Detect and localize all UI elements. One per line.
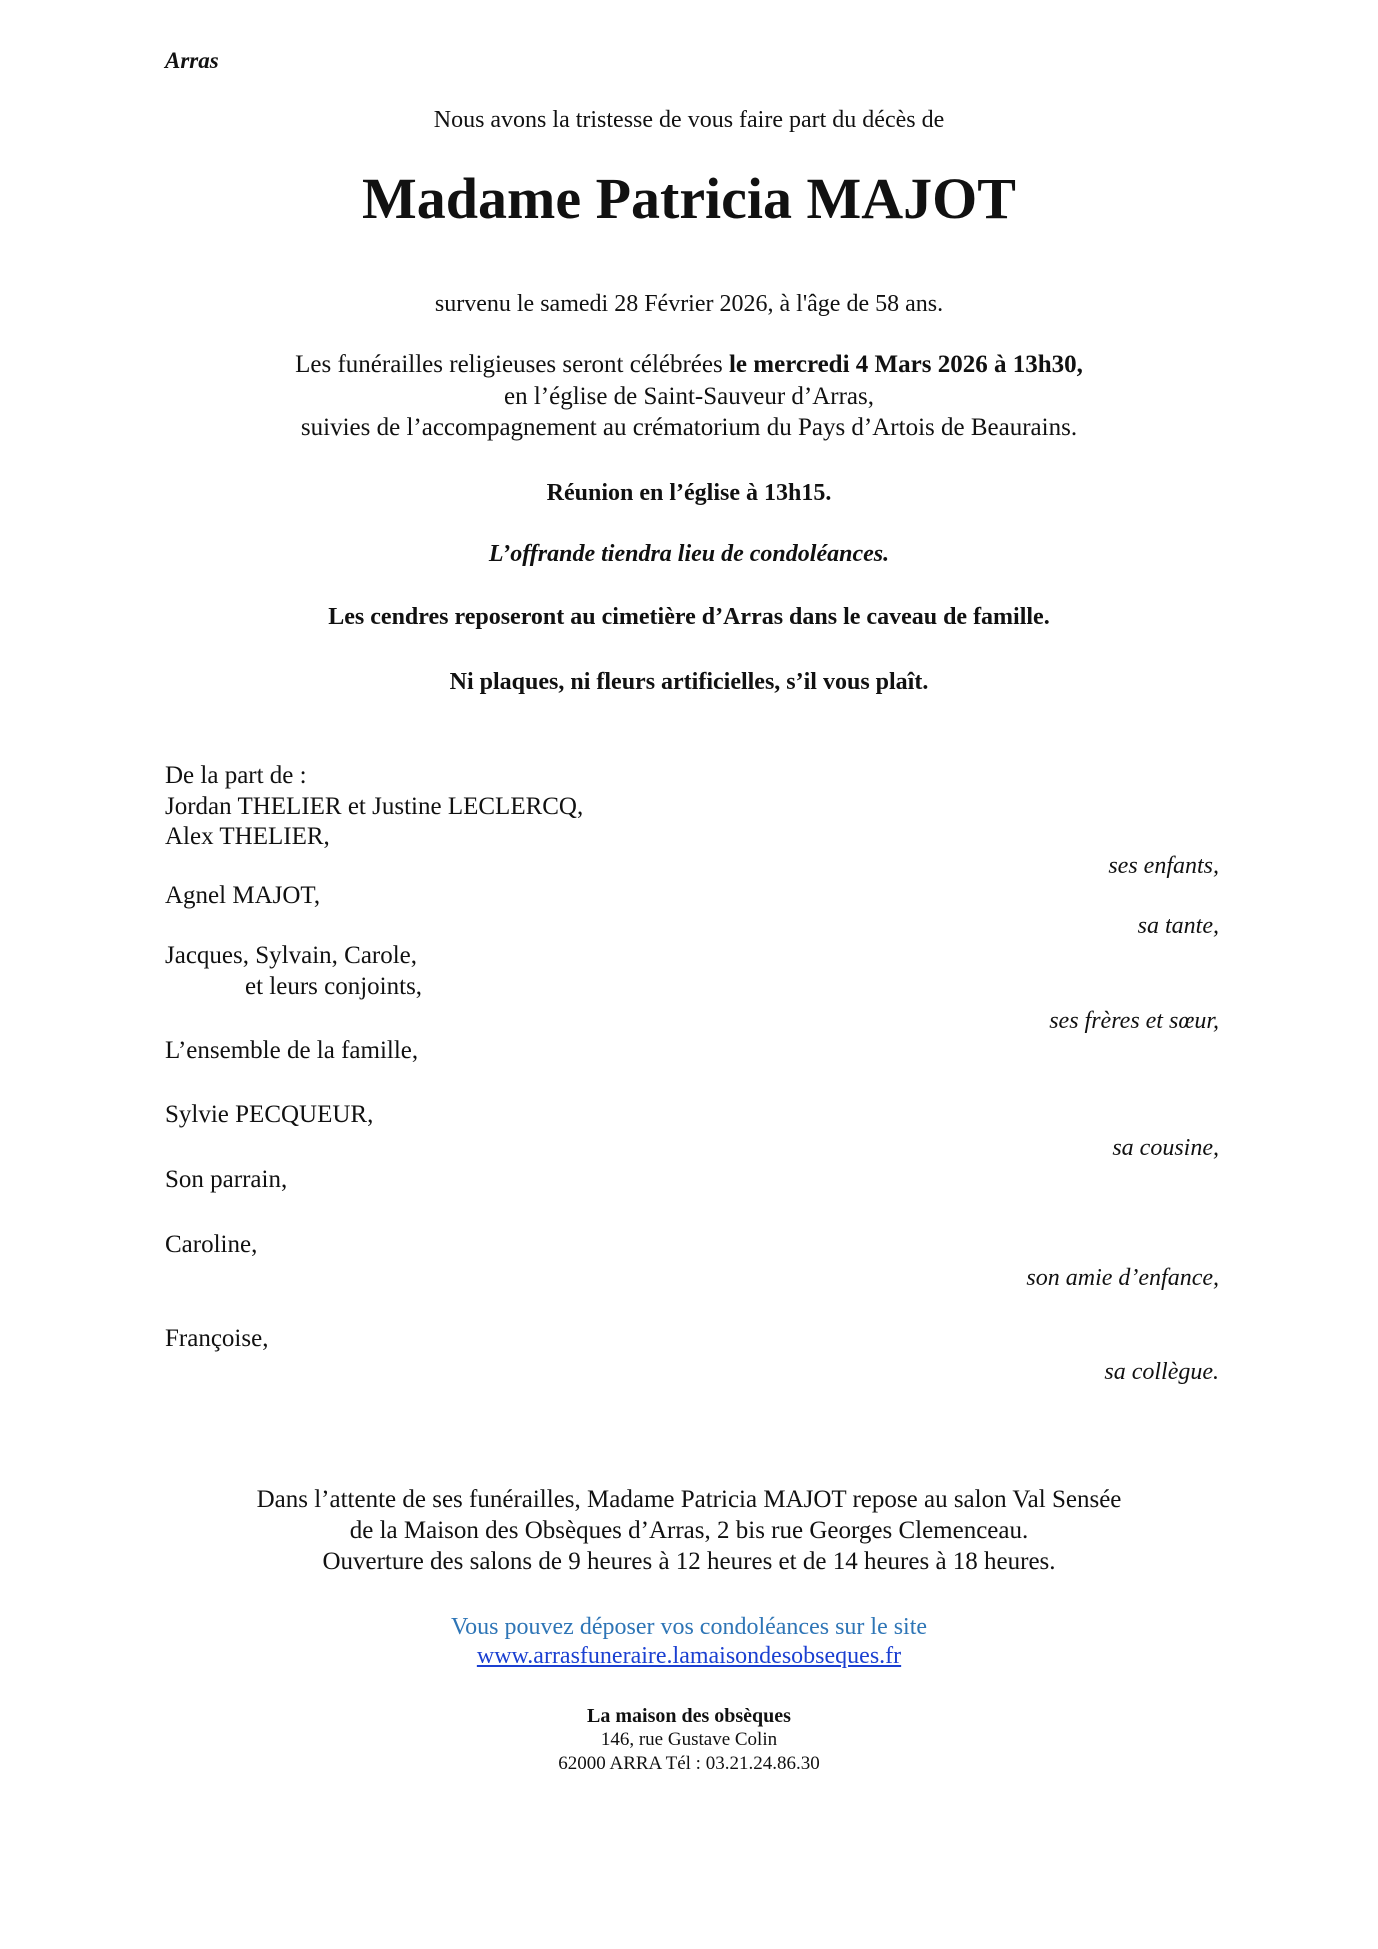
family-line: Alex THELIER, bbox=[165, 823, 330, 850]
family-line: Caroline, bbox=[165, 1231, 258, 1258]
company-name: La maison des obsèques bbox=[587, 1705, 791, 1727]
plaques-text: Ni plaques, ni fleurs artificielles, s’il vous plaît. bbox=[449, 669, 929, 695]
family-line: Jordan THELIER et Justine LECLERCQ, bbox=[165, 793, 584, 820]
family-line: et leurs conjoints, bbox=[245, 973, 423, 1000]
family-line: Agnel MAJOT, bbox=[165, 882, 321, 909]
visit-line-2: de la Maison des Obsèques d’Arras, 2 bis rue Georges Clemenceau. bbox=[349, 1517, 1029, 1544]
ceremony-line-1-prefix: Les funérailles religieuses seront célébrées bbox=[295, 351, 729, 378]
company-address: 146, rue Gustave Colin bbox=[600, 1729, 778, 1750]
family-relation: sa cousine, bbox=[1112, 1135, 1219, 1161]
ceremony-line-1 bbox=[0, 349, 1378, 381]
family-relation: sa tante, bbox=[1137, 913, 1219, 939]
family-relation: sa collègue. bbox=[1104, 1359, 1219, 1385]
city-label: Arras bbox=[165, 48, 219, 73]
condolences-link-row bbox=[0, 1640, 1378, 1672]
family-line: Son parrain, bbox=[165, 1166, 288, 1193]
ceremony-line-2: en l’église de Saint-Sauveur d’Arras, bbox=[503, 383, 875, 410]
ceremony-line-3: suivies de l’accompagnement au crématorium du Pays d’Artois de Beaurains. bbox=[300, 414, 1078, 441]
cendres-text: Les cendres reposeront au cimetière d’Arras dans le caveau de famille. bbox=[328, 604, 1050, 630]
family-intro: De la part de : bbox=[165, 762, 307, 789]
visit-line-1: Dans l’attente de ses funérailles, Madame Patricia MAJOT repose au salon Val Sensée bbox=[256, 1486, 1122, 1513]
intro-text: Nous avons la tristesse de vous faire part du décès de bbox=[433, 107, 945, 133]
family-line: Françoise, bbox=[165, 1325, 269, 1352]
family-relation: ses enfants, bbox=[1108, 853, 1219, 879]
family-line: L’ensemble de la famille, bbox=[165, 1037, 419, 1064]
family-relation: ses frères et sœur, bbox=[1049, 1008, 1219, 1034]
deceased-name: Madame Patricia MAJOT bbox=[362, 166, 1016, 231]
visit-line-3: Ouverture des salons de 9 heures à 12 heures et de 14 heures à 18 heures. bbox=[322, 1548, 1056, 1575]
condolences-text: Vous pouvez déposer vos condoléances sur le site bbox=[450, 1614, 928, 1640]
family-relation: son amie d’enfance, bbox=[1026, 1265, 1219, 1291]
reunion-text: Réunion en l’église à 13h15. bbox=[546, 480, 832, 506]
company-city-phone: 62000 ARRA Tél : 03.21.24.86.30 bbox=[558, 1753, 820, 1774]
ceremony-date: le mercredi 4 Mars 2026 à 13h30, bbox=[728, 351, 1083, 378]
family-line: Jacques, Sylvain, Carole, bbox=[165, 942, 418, 969]
offrande-text: L’offrande tiendra lieu de condoléances. bbox=[488, 541, 890, 567]
family-line: Sylvie PECQUEUR, bbox=[165, 1101, 374, 1128]
death-info: survenu le samedi 28 Février 2026, à l'âge de 58 ans. bbox=[434, 291, 944, 317]
condolences-link[interactable]: www.arrasfuneraire.lamaisondesobseques.fr bbox=[476, 1643, 902, 1669]
